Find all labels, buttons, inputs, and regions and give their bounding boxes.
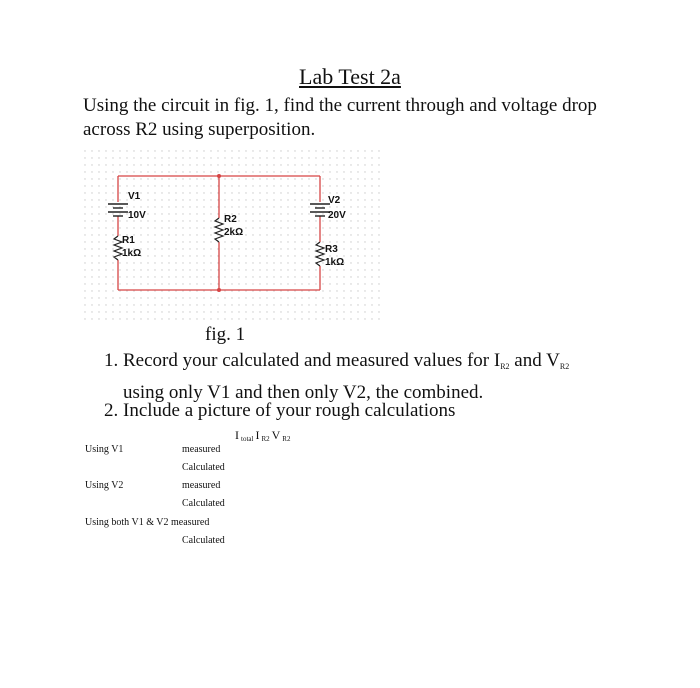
r3-name: R3 bbox=[325, 244, 338, 255]
v2-value: 20V bbox=[328, 210, 346, 221]
v1-name: V1 bbox=[128, 191, 141, 202]
row-type-measured-v1: measured bbox=[182, 444, 221, 455]
r1-name: R1 bbox=[122, 235, 135, 246]
question-1-number: 1. bbox=[104, 350, 119, 371]
question-2-number: 2. bbox=[104, 400, 119, 421]
row-type-calculated-v1: Calculated bbox=[182, 462, 225, 473]
header-i-r2: I $_{R2}$ bbox=[255, 428, 270, 443]
question-1-text-b: using only V1 and then only V2, the combined. bbox=[123, 382, 484, 403]
intro-paragraph: Using the circuit in fig. 1, find the current through and voltage drop across R2 using superposition. bbox=[83, 95, 597, 140]
question-1-sub-a: R2 bbox=[500, 362, 510, 371]
question-1-and: and V bbox=[509, 350, 560, 371]
question-2-text: Include a picture of your rough calculations bbox=[123, 400, 456, 421]
question-1 bbox=[104, 348, 664, 406]
document-title: Lab Test 2a bbox=[299, 64, 401, 89]
figure-caption: fig. 1 bbox=[205, 324, 246, 345]
r3-value: 1kΩ bbox=[325, 257, 345, 268]
r1-value: 1kΩ bbox=[122, 248, 142, 259]
row-label-using-both: Using both V1 & V2 measured bbox=[85, 517, 210, 528]
row-type-measured-v2: measured bbox=[182, 480, 221, 491]
junction-top bbox=[217, 174, 221, 178]
row-label-using-v2: Using V2 bbox=[85, 480, 124, 491]
row-type-calculated-v2: Calculated bbox=[182, 498, 225, 509]
circuit-diagram bbox=[84, 150, 384, 325]
header-i-total: I $_{total}$ bbox=[235, 428, 254, 443]
header-v-r2: V $_{R2}$ bbox=[271, 428, 291, 443]
question-2 bbox=[104, 400, 455, 422]
question-1-text-a: Record your calculated and measured values for I bbox=[123, 350, 501, 371]
row-label-using-v1: Using V1 bbox=[85, 444, 124, 455]
table-header bbox=[235, 428, 292, 443]
v2-name: V2 bbox=[328, 195, 341, 206]
v1-value: 10V bbox=[128, 210, 146, 221]
row-type-calculated-both: Calculated bbox=[182, 535, 225, 546]
r2-value: 2kΩ bbox=[224, 227, 244, 238]
question-1-sub-b: R2 bbox=[559, 362, 570, 371]
r2-name: R2 bbox=[224, 214, 237, 225]
junction-bottom bbox=[217, 288, 221, 292]
